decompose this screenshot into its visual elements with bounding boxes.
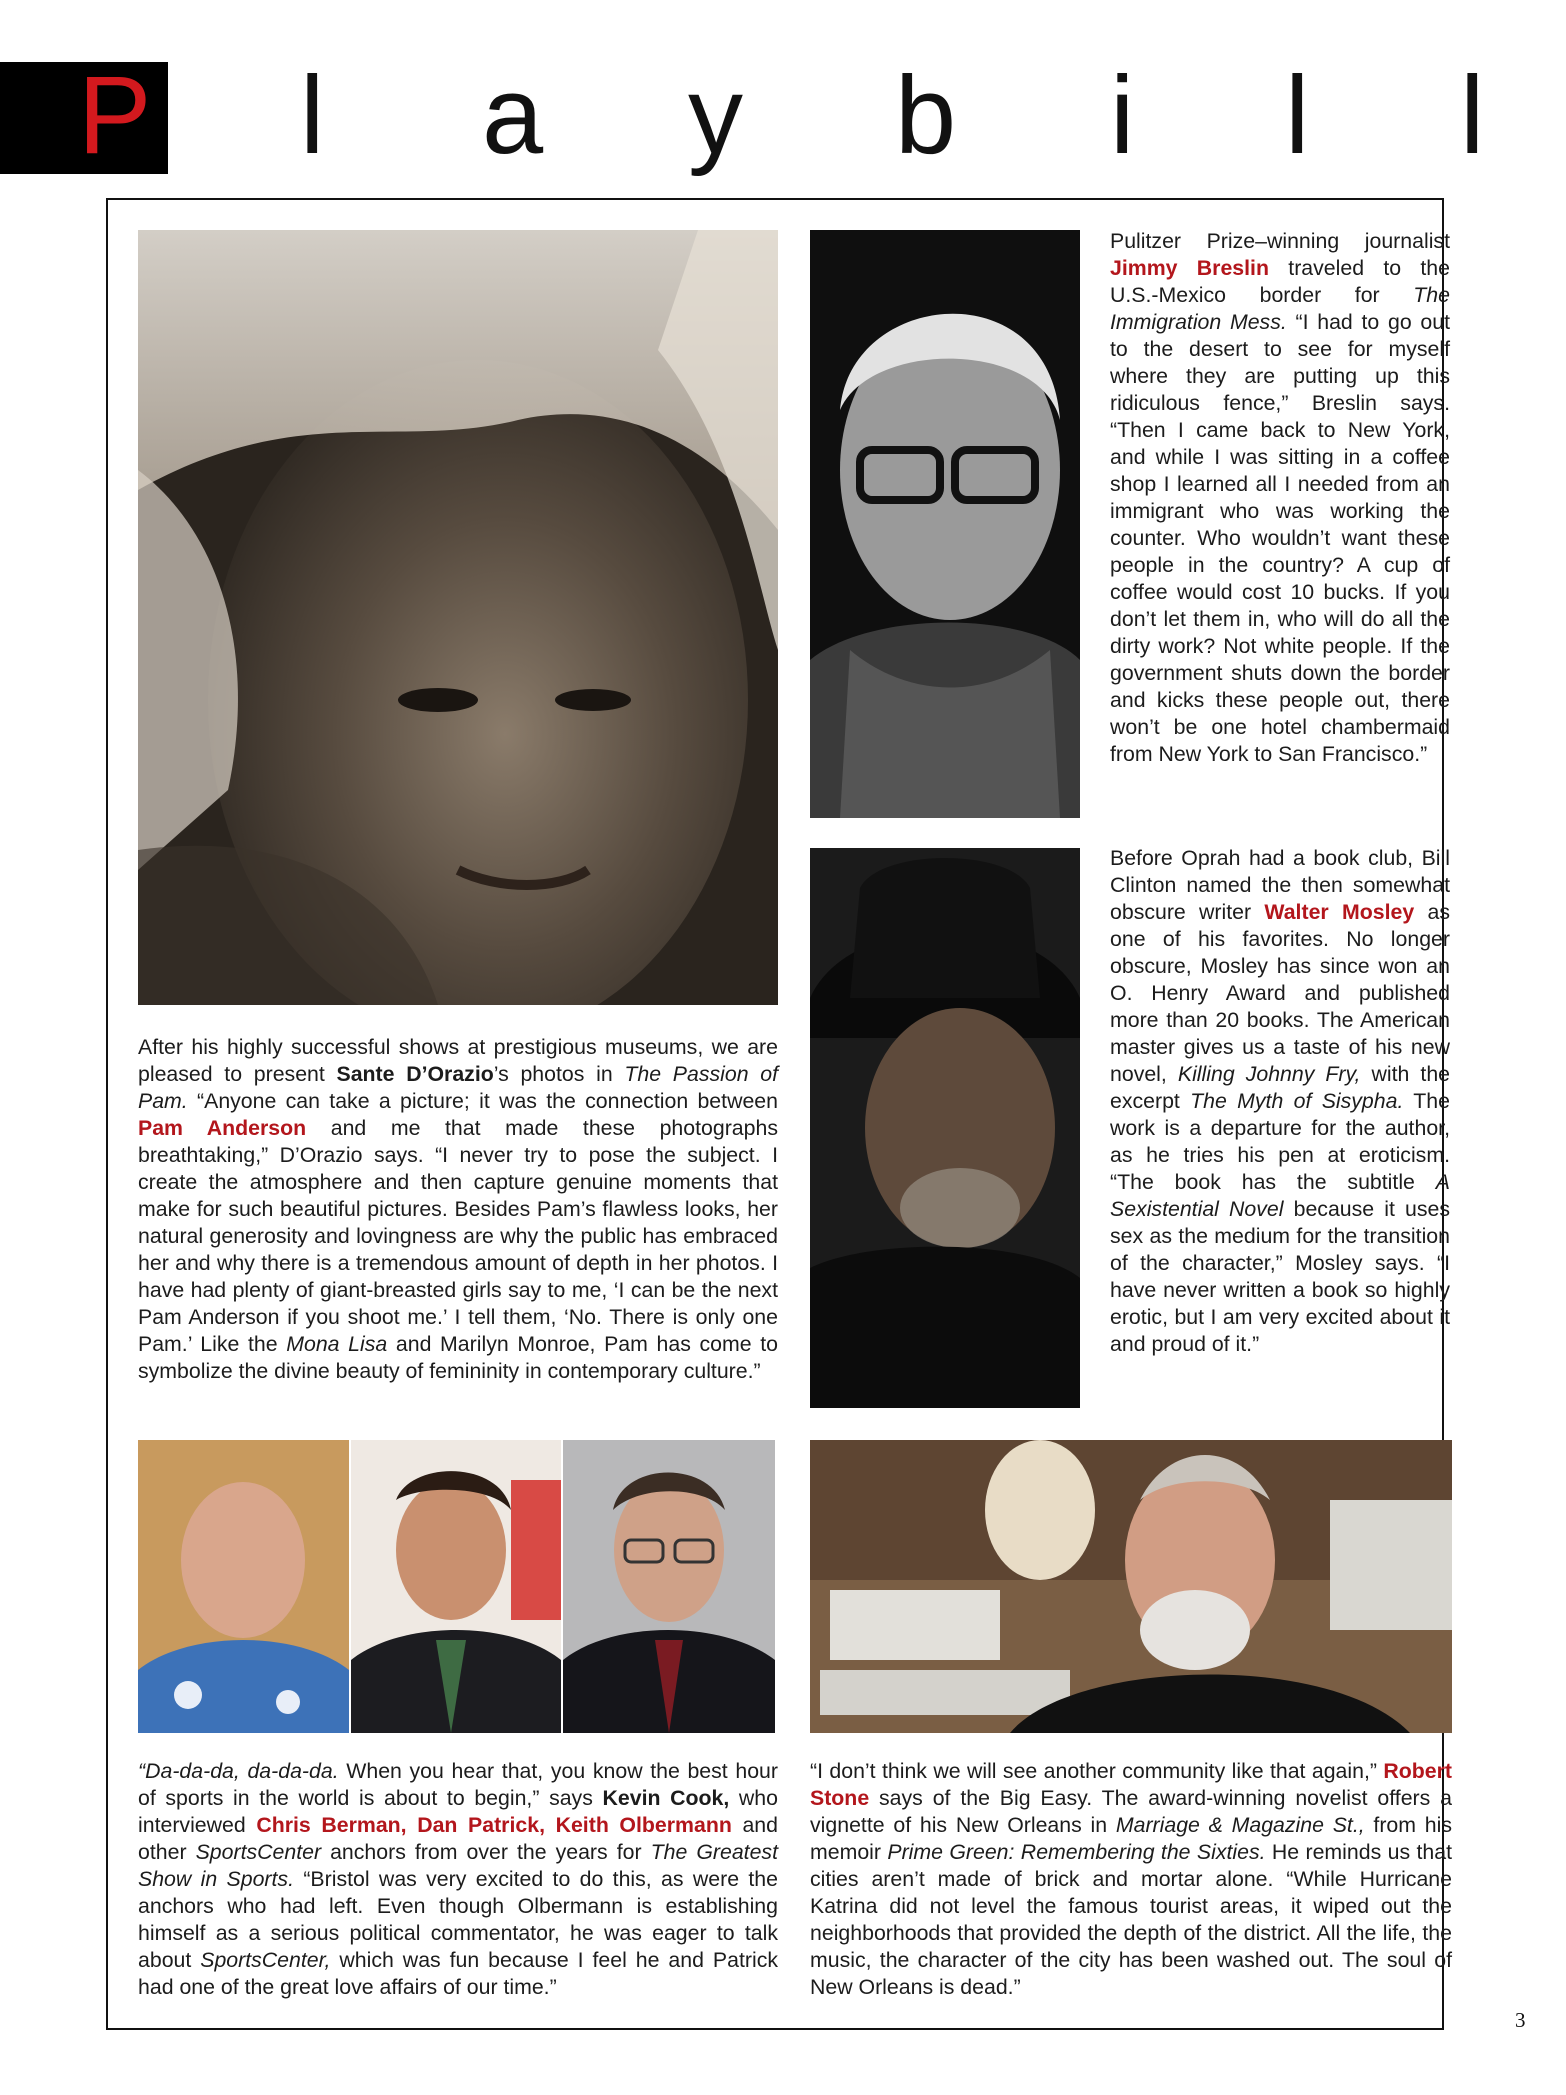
portrait-image	[563, 1440, 775, 1733]
keith-olbermann-photo	[563, 1440, 775, 1733]
dan-patrick-photo	[351, 1440, 561, 1733]
robert-stone-photo	[810, 1440, 1452, 1733]
photographer-name: Sante D’Orazio	[336, 1062, 494, 1086]
portrait-image	[138, 1440, 349, 1733]
masthead-letter: y	[688, 54, 743, 177]
pam-anderson-photo	[138, 230, 778, 1005]
breslin-article: Pulitzer Prize–winning journalist Jimmy Breslin traveled to the U.S.-Mexico border for The Immigration Mess. “I had to go out to the desert to see for myself where they are putting up this ridiculous fence,” Breslin says. “Then I came back to New York, and while I was sitting in a coffee shop I learned all I needed from an immigrant who was working the counter. Who wouldn’t want these people in the country? A cup of coffee would cost 10 bucks. If you don’t let them in, who will do all the dirty work? Not white people. If the government shuts down the border and kicks these people out, there won’t be one hotel chambermaid from New York to San Francisco.”	[1110, 229, 1450, 766]
memoir-title: Prime Green: Remembering the Sixties.	[887, 1840, 1266, 1864]
artwork-title: Mona Lisa	[286, 1332, 388, 1356]
masthead-initial-block	[0, 54, 168, 177]
dorazio-article: After his highly successful shows at prestigious museums, we are pleased to present Sante D’Orazio’s photos in The Passion of Pam. “Anyone can take a picture; it was the connection between Pam Anderson and me that made these photographs breathtaking,” D’Orazio says. “I never try to pose the subject. I create the atmosphere and then capture genuine moments that make for such beautiful pictures. Besides Pam’s flawless looks, her natural generosity and lovingness are why the public has embraced her and why there is a tremendous amount of depth in her photos. I have had plenty of giant-breasted girls say to me, ‘I can be the next Pam Anderson if you shoot me.’ I tell them, ‘No. There is only one Pam.’ Like the Mona Lisa and Marilyn Monroe, Pam has come to symbolize the divine beauty of femininity in contemporary culture.”	[138, 1035, 778, 1383]
subtitle: A Sexistential Novel	[1110, 1170, 1450, 1221]
masthead-letter: b	[895, 54, 957, 177]
book-title: The Greatest Show in Sports.	[138, 1840, 778, 1891]
article-title: The Passion of Pam.	[138, 1062, 778, 1113]
masthead-letter: l	[1460, 54, 1485, 177]
portrait-image	[138, 230, 778, 1005]
portrait-image	[810, 1440, 1452, 1733]
portrait-image	[351, 1440, 561, 1733]
chris-berman-photo	[138, 1440, 349, 1733]
portrait-image	[810, 230, 1080, 818]
walter-mosley-photo	[810, 848, 1080, 1408]
anchor-names: Chris Berman, Dan Patrick, Keith Olbermann	[256, 1813, 732, 1837]
show-title: SportsCenter,	[200, 1948, 331, 1972]
author-name: Jimmy Breslin	[1110, 256, 1269, 280]
mosley-article: Before Oprah had a book club, Bill Clinton named the then somewhat obscure writer Walter Mosley as one of his favorites. No longer obscure, Mosley has since won an O. Henry Award and published more than 20 books. The American master gives us a taste of his new novel, Killing Johnny Fry, with the excerpt The Myth of Sisypha. The work is a departure for the author, as he tries his pen at eroticism. “The book has the subtitle A Sexistential Novel because it uses sex as the medium for the transition of the character,” Mosley says. “I have never written a book so highly erotic, but I am very excited about it and proud of it.”	[1110, 846, 1451, 1356]
excerpt-title: The Myth of Sisypha.	[1190, 1089, 1404, 1113]
masthead-initial: P	[78, 54, 152, 177]
show-title: SportsCenter	[195, 1840, 322, 1864]
jimmy-breslin-photo	[810, 230, 1080, 818]
masthead-letter: a	[482, 54, 544, 177]
page-number: 3	[1515, 2008, 1526, 2032]
masthead-letter: l	[300, 54, 325, 177]
author-name: Kevin Cook,	[602, 1786, 730, 1810]
theme-quote: “Da-da-da, da-da-da.	[138, 1759, 339, 1783]
author-name: Walter Mosley	[1264, 900, 1415, 924]
article-title: Marriage & Magazine St.,	[1115, 1813, 1365, 1837]
article-title: The Immigration Mess.	[1110, 283, 1450, 334]
masthead-letter: i	[1110, 54, 1135, 177]
novel-title: Killing Johnny Fry,	[1177, 1062, 1361, 1086]
author-name: Robert Stone	[810, 1759, 1452, 1810]
stone-article: “I don’t think we will see another community like that again,” Robert Stone says of the Big Easy. The award-winning novelist offers a vignette of his New Orleans in Marriage & Magazine St., from his memoir Prime Green: Remembering the Sixties. He reminds us that cities aren’t made of brick and mortar alone. “While Hurricane Katrina did not level the famous tourist areas, it wiped out the neighborhoods that provided the depth of the district. All the life, the music, the character of the city has been washed out. The soul of New Orleans is dead.”	[810, 1759, 1452, 1999]
cook-article: “Da-da-da, da-da-da. When you hear that, you know the best hour of sports in the world is about to begin,” says Kevin Cook, who interviewed Chris Berman, Dan Patrick, Keith Olbermann and other SportsCenter anchors from over the years for The Greatest Show in Sports. “Bristol was very excited to do this, as were the anchors who had left. Even though Olbermann is establishing himself as a serious political commentator, he was eager to talk about SportsCenter, which was fun because I feel he and Patrick had one of the great love affairs of our time.”	[138, 1759, 778, 1999]
portrait-image	[810, 848, 1080, 1408]
masthead-letter: l	[1285, 54, 1310, 177]
subject-name: Pam Anderson	[138, 1116, 307, 1140]
